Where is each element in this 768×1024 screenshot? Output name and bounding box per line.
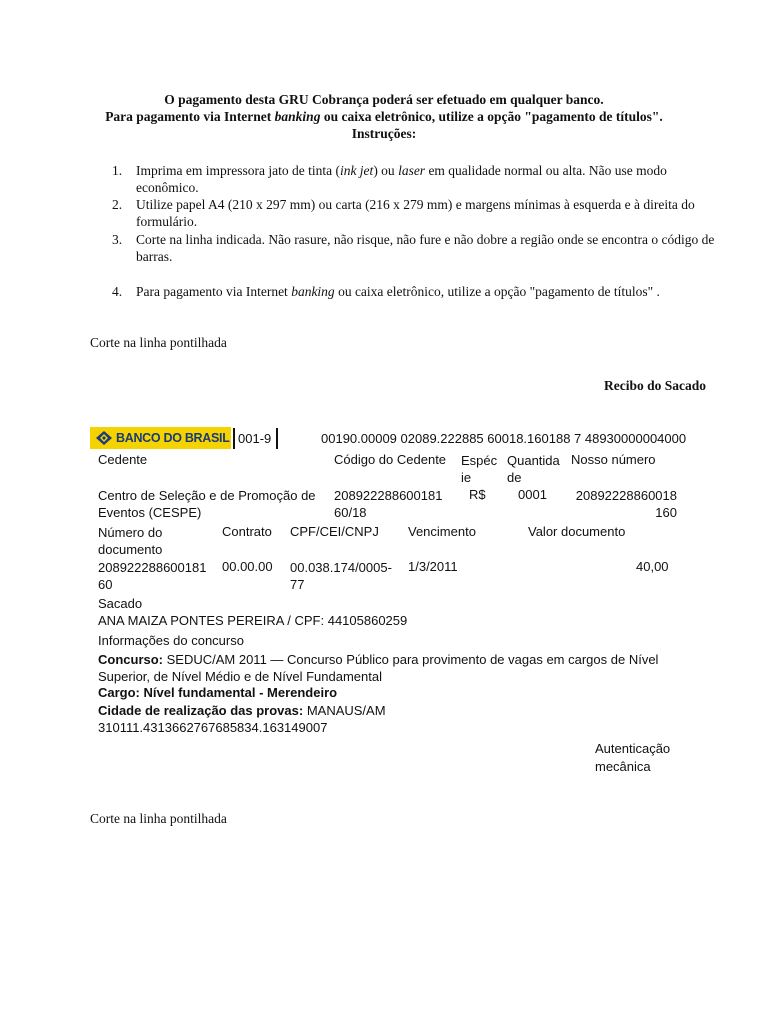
numero-documento-value: 208922288600181 60 [98,560,207,592]
divider [276,428,278,449]
nosso-numero-label: Nosso número [571,452,656,467]
codigo-cedente-label: Código do Cedente [334,452,447,467]
bank-name: BANCO DO BRASIL [116,431,230,445]
header-line-1: O pagamento desta GRU Cobrança poderá ser efetuado em qualquer banco. [164,92,604,107]
nosso-numero-value: 20892228860018 160 [575,488,677,520]
header-line-3: Instruções: [351,126,417,141]
banco-do-brasil-logo-icon [90,427,231,449]
autenticacao-mecanica: Autenticação mecânica [595,741,671,774]
cut-line-label: Corte na linha pontilhada [90,335,227,350]
bank-code: 001-9 [238,431,272,446]
numero-documento-label: Número do documento [98,525,163,557]
quantidade-value: 0001 [518,487,547,502]
vencimento-value: 1/3/2011 [408,559,458,574]
vencimento-label: Vencimento [408,524,476,539]
cargo: Cargo: Nível fundamental - Merendeiro [98,685,338,700]
sacado-label: Sacado [98,596,143,611]
contrato-value: 00.00.00 [222,559,273,574]
concurso-code: 310111.4313662767685834.163149007 [98,720,328,735]
valor-value: 40,00 [636,559,669,574]
valor-label: Valor documento [528,524,626,539]
codigo-cedente-value: 208922288600181 60/18 [334,488,443,520]
cpf-label: CPF/CEI/CNPJ [290,524,379,539]
cut-line-label: Corte na linha pontilhada [90,811,227,826]
contrato-label: Contrato [222,524,272,539]
concurso-info-label: Informações do concurso [98,633,244,648]
especie-label: Espéc ie [461,453,498,485]
cpf-value: 00.038.174/0005- 77 [290,560,392,592]
concurso-description: Concurso: SEDUC/AM 2011 — Concurso Público para provimento de vagas em cargos de Nível Superior, de Nível Médio e de Nível Fundamental [98,652,659,684]
cedente-value: Centro de Seleção e de Promoção de Eventos (CESPE) [98,488,316,520]
especie-value: R$ [469,487,486,502]
sacado-value: ANA MAIZA PONTES PEREIRA / CPF: 44105860259 [98,613,408,628]
quantidade-label: Quantida de [507,453,560,485]
receipt-title: Recibo do Sacado [604,378,707,393]
digitable-line: 00190.00009 02089.222885 60018.160188 7 48930000004000 [321,431,687,446]
cidade-provas: Cidade de realização das provas: MANAUS/AM [98,703,386,718]
bank-emblem-icon [96,431,112,445]
header-line-2: Para pagamento via Internet banking ou caixa eletrônico, utilize a opção "pagamento de títulos". [105,109,663,124]
divider [233,428,235,449]
cedente-label: Cedente [98,452,148,467]
